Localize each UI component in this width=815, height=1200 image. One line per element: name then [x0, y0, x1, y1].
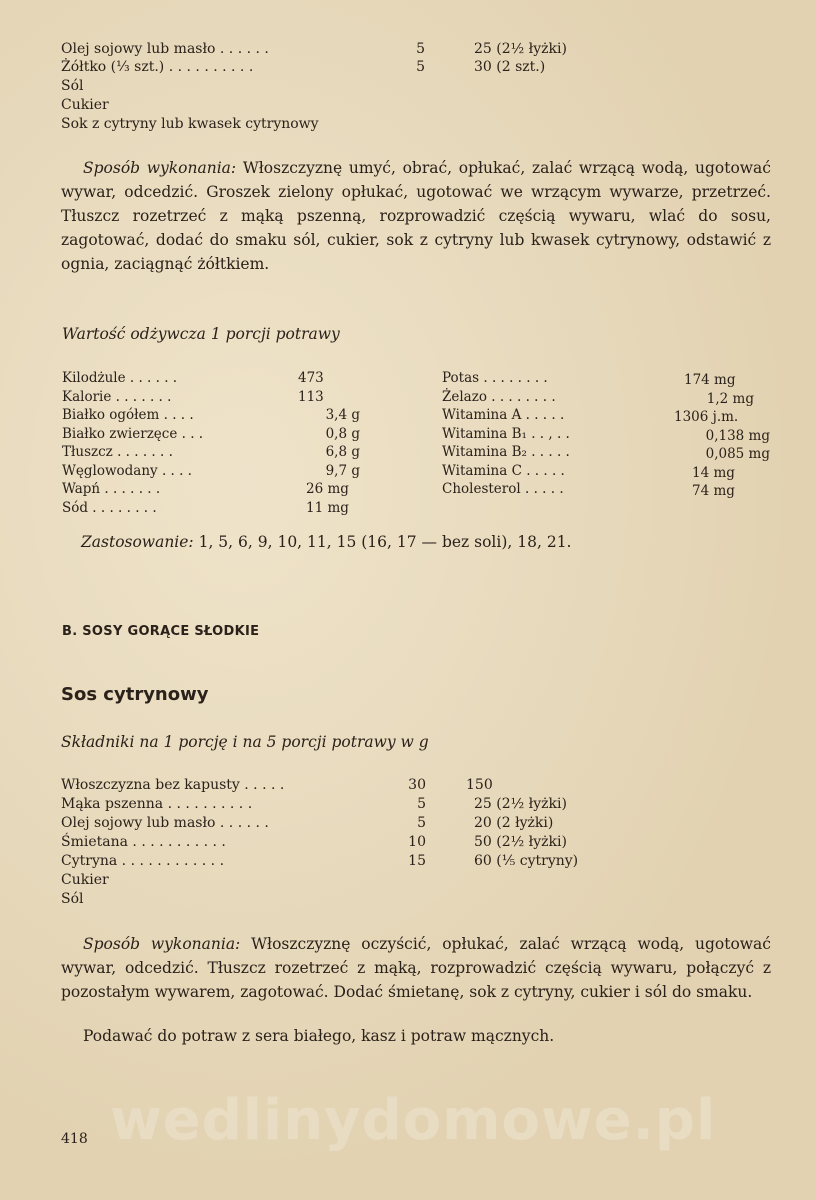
ingredient-name: Żółtko (⅓ szt.) . . . . . . . . . . [61, 59, 254, 75]
ingredient-qty-5: 50 (2½ łyżki) [474, 834, 567, 850]
nutrient-value: 1,2 mg [706, 390, 754, 407]
ingredient-row [61, 40, 269, 58]
nutrition-row [442, 480, 772, 499]
recipe-title: Sos cytrynowy [61, 684, 209, 705]
ingredient-qty-1: 5 [416, 41, 425, 57]
usage-line [81, 533, 571, 551]
usage-text: 1, 5, 6, 9, 10, 11, 15 (16, 17 — bez soli), 18, 21. [198, 533, 572, 551]
ingredient-qty-5: 25 (2½ łyżki) [474, 41, 567, 57]
ingredient-qty-1: 15 [408, 853, 426, 869]
nutrient-name: Cholesterol . . . . . [442, 481, 564, 497]
nutrient-value: 174 mg [684, 372, 736, 388]
nutrient-value: 113 [298, 388, 324, 405]
nutrition-row [442, 369, 772, 388]
method-text: Włoszczyznę umyć, obrać, opłukać, zalać wrzącą wodą, ugotować wywar, odcedzić. Groszek zielony opłukać, ugotować we wrzącym wywarze, przetrzeć. Tłuszcz rozetrzeć z mąką pszenną, rozprowadzić częścią wywaru, wlać do sosu, zagotować, dodać do smaku sól, cukier, sok z cytryny lub kwasek cytrynowy, odstawić z ognia, zaciągnąć żółtkiem. [61, 159, 771, 273]
nutrition-row [442, 443, 772, 462]
nutrition-row [62, 369, 372, 388]
ingredient-name: Cytryna . . . . . . . . . . . . [61, 853, 225, 869]
nutrient-value: 9,7 g [325, 462, 360, 479]
nutrient-value: 0,8 g [325, 425, 360, 442]
nutrition-row [442, 388, 772, 407]
nutrient-value: 74 mg [692, 483, 735, 499]
method-label: Sposób wykonania: [83, 159, 237, 177]
ingredient-qty-1: 30 [408, 777, 426, 793]
ingredient-name: Sok z cytryny lub kwasek cytrynowy [61, 116, 319, 132]
nutrient-name: Witamina B₂ . . . . . [442, 444, 570, 460]
nutrient-name: Witamina B₁ . . , . . [442, 425, 570, 442]
ingredient-name: Sól [61, 891, 84, 907]
method-text: Włoszczyznę oczyścić, opłukać, zalać wrzącą wodą, ugotować wywar, odcedzić. Tłuszcz rozetrzeć z mąką, rozprowadzić częścią wywaru, połączyć z pozostałym wywarem, zagotować. Dodać śmietanę, sok z cytryny, cukier i sól do smaku. [61, 935, 771, 1001]
nutrient-value: 14 mg [692, 464, 735, 481]
nutrition-left-column [62, 369, 372, 517]
nutrient-name: Sód . . . . . . . . [62, 499, 157, 516]
ingredient-qty-1: 5 [417, 815, 426, 831]
nutrition-row [62, 425, 372, 444]
nutrient-value: 0,085 mg [705, 446, 770, 462]
nutrition-row [442, 462, 772, 481]
nutrient-value: 11 mg [306, 499, 349, 516]
nutrient-value: 26 mg [306, 481, 349, 497]
nutrition-title: Wartość odżywcza 1 porcji potrawy [62, 325, 340, 343]
ingredient-name: Śmietana . . . . . . . . . . . [61, 834, 226, 850]
ingredient-qty-5: 60 (⅕ cytryny) [474, 853, 579, 869]
ingredient-qty-1: 5 [416, 59, 425, 75]
page-number: 418 [61, 1131, 88, 1147]
ingredient-row [61, 58, 253, 76]
nutrition-row [62, 388, 372, 407]
method-paragraph [61, 156, 771, 276]
nutrition-row [62, 462, 372, 481]
section-heading: B. SOSY GORĄCE SŁODKIE [62, 624, 260, 639]
nutrition-row [62, 480, 372, 499]
ingredient-name: Włoszczyzna bez kapusty . . . . . [61, 777, 285, 793]
ingredient-name: Mąka pszenna . . . . . . . . . . [61, 796, 253, 812]
ingredient-qty-1: 10 [408, 834, 426, 850]
method-label: Sposób wykonania: [83, 935, 241, 953]
nutrient-value: 473 [298, 370, 324, 386]
usage-label: Zastosowanie: [81, 533, 194, 551]
watermark: wedlinydomowe.pl [110, 1088, 717, 1153]
nutrient-name: Żelazo . . . . . . . . [442, 388, 556, 405]
nutrient-name: Kalorie . . . . . . . [62, 388, 172, 405]
nutrition-row [442, 425, 772, 444]
nutrition-row [62, 499, 372, 518]
ingredient-name: Olej sojowy lub masło . . . . . . [61, 41, 269, 57]
nutrient-name: Białko ogółem . . . . [62, 407, 194, 423]
serving-note: Podawać do potraw z sera białego, kasz i potraw mącznych. [83, 1027, 555, 1045]
nutrition-row [62, 406, 372, 425]
ingredient-qty-5: 150 [466, 777, 493, 793]
ingredients-heading: Składniki na 1 porcję i na 5 porcji potrawy w g [61, 733, 429, 751]
nutrient-value: 6,8 g [325, 444, 360, 460]
ingredient-qty-1: 5 [417, 796, 426, 812]
ingredient-qty-5: 30 (2 szt.) [474, 59, 546, 75]
nutrient-name: Węglowodany . . . . [62, 462, 192, 479]
nutrition-row [62, 443, 372, 462]
nutrient-name: Witamina C . . . . . [442, 462, 565, 479]
ingredient-name: Cukier [61, 872, 109, 888]
ingredient-qty-5: 25 (2½ łyżki) [474, 796, 567, 812]
nutrient-name: Wapń . . . . . . . [62, 481, 161, 497]
nutrient-name: Białko zwierzęce . . . [62, 425, 204, 442]
nutrient-name: Potas . . . . . . . . [442, 370, 548, 386]
nutrient-value: 1306 j.m. [674, 409, 739, 425]
nutrition-row [442, 406, 772, 425]
method-paragraph [61, 932, 771, 1004]
ingredient-name: Olej sojowy lub masło . . . . . . [61, 815, 269, 831]
ingredient-name: Sól [61, 78, 84, 94]
nutrient-name: Tłuszcz . . . . . . . [62, 444, 173, 460]
nutrient-value: 0,138 mg [705, 427, 770, 444]
ingredient-name: Cukier [61, 97, 109, 113]
nutrient-name: Witamina A . . . . . [442, 407, 565, 423]
nutrition-right-column [442, 369, 772, 499]
nutrient-name: Kilodżule . . . . . . [62, 370, 178, 386]
nutrient-value: 3,4 g [325, 407, 360, 423]
ingredient-qty-5: 20 (2 łyżki) [474, 815, 554, 831]
